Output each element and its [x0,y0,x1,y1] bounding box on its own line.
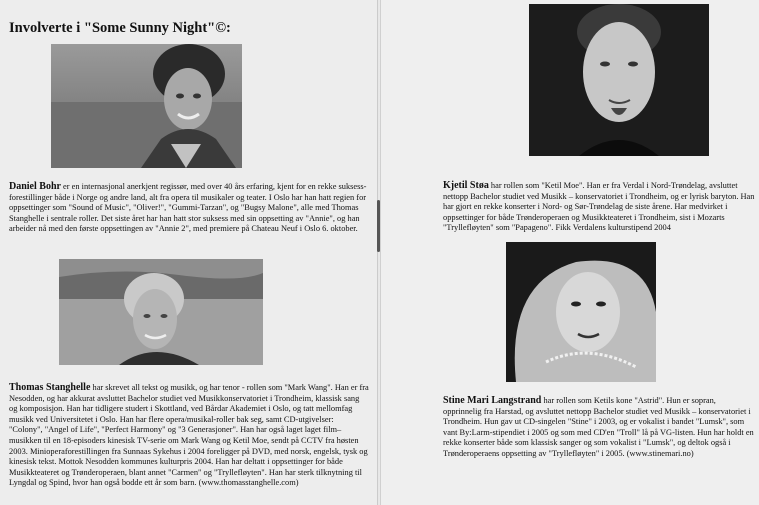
right-page [381,0,759,505]
bio-stine-mari-langstrand [443,396,755,460]
photo-daniel-bohr [51,44,242,168]
portrait-kjetil-stoa [529,4,709,156]
page-heading: Involverte i "Some Sunny Night"©: [9,20,231,36]
bio-kjetil-stoa [443,181,755,234]
bio-text: har skrevet all tekst og musikk, og har tenor - rollen som "Mark Wang". Han er fra Nesodden, og har akkurat avsluttet Bachelor studiet ved Musikkonservatoriet i Trondheim, klassisk sang og komposisjon. Han har tidligere studert i Skottland, ved Bårdar Akademiet i Oslo, og tatt mellomfag musikk ved Universitetet i Oslo. Han har flere opera/musikal-roller bak seg, samt CD-utgivelser: "Colony", "Angel of Life", "Perfect Harmony" og "3 Generasjoner". Han har også laget laget film–musikken til en 18-episoders kinesisk TV-serie om Mark Wang og Ketil Moe, sendt på CCTV fra høsten 2003. Minioperaforestillingen fra Sunnaas Sykehus i 2004 foreligger på DVD, med norsk, engelsk, tysk og kinesisk tekst. Mottok Nesodden kommunes kulturpris 2004. Han har deltatt i oppsettinger for både Musikkteateret og Trønderoperaen, blant annet "Carmen" og "Tryllefløyten". Han har sterk tilknytning til Lyngdal og Spind, hvor han også bodde ett år som barn. (www.thomasstanghelle.com) [9,383,369,488]
photo-kjetil-stoa [529,4,709,156]
person-name: Daniel Bohr [9,181,61,192]
portrait-daniel-bohr [51,44,242,168]
person-name: Stine Mari Langstrand [443,395,542,406]
bio-thomas-stanghelle [9,383,369,489]
portrait-stine-mari-langstrand [506,242,656,382]
left-page [0,0,377,505]
bio-text: er en internasjonal anerkjent regissør, med over 40 års erfaring, kjent for en rekke suksess- forestillinger både i Norge og andre land, alt fra opera til musikaler og teater. I Oslo har han hatt regien for oppsettinger som "Sound of Music", "Oliver!", "Gummi-Tarzan", og "Bugsy Malone", alle med Thomas Stanghelle i sentrale roller. Det siste året har han hatt stor suksess med sin oppsetting av "Annie", og han arbeider nå med den første oppsettingen av "Annie 2", med premiere på Chateau Neuf i Oslo 6. oktober. [9,182,367,234]
person-name: Kjetil Støa [443,180,489,191]
bio-text: har rollen som Ketils kone "Astrid". Hun er sopran, opprinnelig fra Harstad, og avsluttet nettopp Bachelor studiet ved Musikk – konservatoriet i Trondheim. Hun gav ut CD-singelen "Stine" i 2003, og er vokalist i bandet "Lumsk", som vant By:Larm-stipendiet i 2005 og som med CD'en "Troll" lå på VG-listen. Hun har holdt en rekke konserter både som klassisk sanger og som vokalist i "Lumsk", og deltok også i Trønderoperaens oppsetting av "Tryllefløyten" i 2005. (www.stinemari.no) [443,396,754,458]
photo-thomas-stanghelle [59,259,263,365]
photo-stine-mari-langstrand [506,242,656,382]
bio-text: har rollen som "Ketil Moe". Han er fra Verdal i Nord-Trøndelag, avsluttet nettopp Bachelor studiet ved Musikk – konservatoriet i Trondheim, og er lyrisk baryton. Han har gjort en rekke konserter i Nord- og Sør-Trøndelag de siste årene. Har medvirket i oppsettinger for både Trønderoperaen og Musikkteateret i Trondheim, sist i Mozarts "Tryllefløyten" som "Papageno". Fikk Verdalens kulturstipend 2004 [443,181,755,233]
staple [377,200,380,252]
bio-daniel-bohr [9,182,369,235]
person-name: Thomas Stanghelle [9,382,91,393]
portrait-thomas-stanghelle [59,259,263,365]
